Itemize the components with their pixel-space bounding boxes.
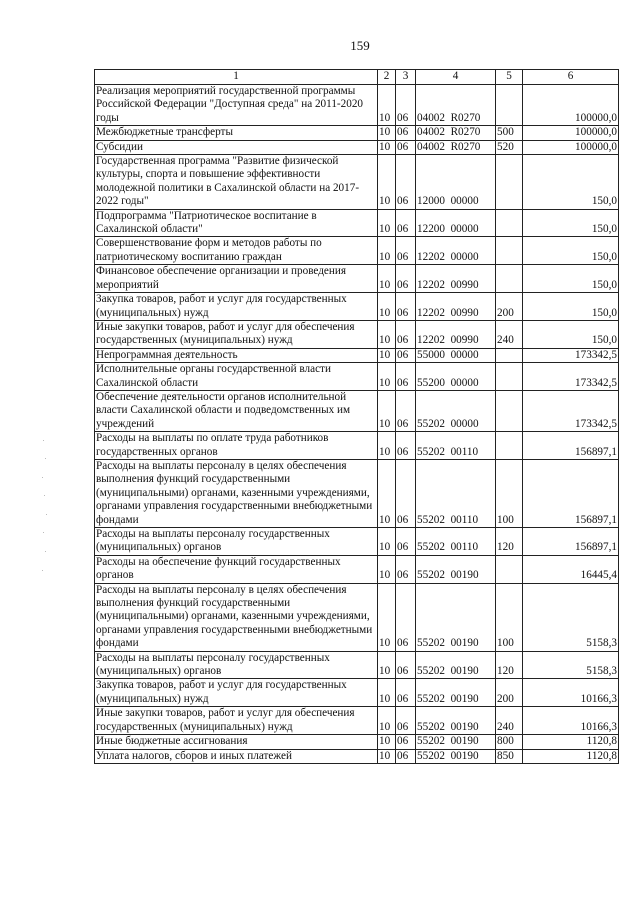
row-rz-cell: 10 <box>378 432 396 460</box>
row-vr-cell: 200 <box>496 293 523 321</box>
row-pr-cell: 06 <box>396 363 416 391</box>
header-cell: 6 <box>523 70 619 85</box>
row-pr-cell: 06 <box>396 265 416 293</box>
table-row <box>95 679 619 707</box>
row-rz-cell: 10 <box>378 459 396 527</box>
row-pr-cell: 06 <box>396 583 416 651</box>
row-name-cell: Подпрограмма "Патриотическое воспитание в Сахалинской области" <box>95 209 378 237</box>
row-pr-cell: 06 <box>396 390 416 431</box>
row-sum-cell: 100000,0 <box>523 85 619 126</box>
row-pr-cell: 06 <box>396 528 416 556</box>
row-csr-cell: 12202 00990 <box>416 293 496 321</box>
row-rz-cell: 10 <box>378 126 396 140</box>
row-vr-cell <box>496 348 523 362</box>
row-sum-cell: 1120,8 <box>523 735 619 749</box>
row-rz-cell: 10 <box>378 651 396 679</box>
table-row <box>95 140 619 154</box>
row-vr-cell <box>496 363 523 391</box>
row-sum-cell: 150,0 <box>523 209 619 237</box>
row-sum-cell: 173342,5 <box>523 348 619 362</box>
row-pr-cell: 06 <box>396 735 416 749</box>
row-csr-cell: 55202 00190 <box>416 735 496 749</box>
row-vr-cell: 520 <box>496 140 523 154</box>
row-name-cell: Уплата налогов, сборов и иных платежей <box>95 749 378 763</box>
row-sum-cell: 16445,4 <box>523 555 619 583</box>
row-csr-cell: 04002 R0270 <box>416 140 496 154</box>
row-rz-cell: 10 <box>378 707 396 735</box>
row-vr-cell <box>496 265 523 293</box>
row-vr-cell <box>496 555 523 583</box>
row-vr-cell: 240 <box>496 320 523 348</box>
table-row <box>95 265 619 293</box>
row-csr-cell: 55202 00190 <box>416 679 496 707</box>
row-sum-cell: 1120,8 <box>523 749 619 763</box>
table-row <box>95 651 619 679</box>
row-sum-cell: 156897,1 <box>523 528 619 556</box>
table-row <box>95 363 619 391</box>
row-name-cell: Исполнительные органы государственной власти Сахалинской области <box>95 363 378 391</box>
row-sum-cell: 150,0 <box>523 320 619 348</box>
table-row <box>95 320 619 348</box>
row-vr-cell: 240 <box>496 707 523 735</box>
row-vr-cell: 120 <box>496 528 523 556</box>
row-pr-cell: 06 <box>396 459 416 527</box>
scan-marks <box>42 440 48 580</box>
row-sum-cell: 150,0 <box>523 155 619 210</box>
row-name-cell: Субсидии <box>95 140 378 154</box>
header-row <box>95 70 619 85</box>
row-vr-cell <box>496 390 523 431</box>
row-sum-cell: 100000,0 <box>523 126 619 140</box>
table-body <box>95 85 619 764</box>
row-csr-cell: 12000 00000 <box>416 155 496 210</box>
row-vr-cell <box>496 237 523 265</box>
row-sum-cell: 173342,5 <box>523 390 619 431</box>
row-vr-cell: 100 <box>496 583 523 651</box>
table-row <box>95 126 619 140</box>
row-rz-cell: 10 <box>378 390 396 431</box>
row-name-cell: Иные закупки товаров, работ и услуг для обеспечения государственных (муниципальных) нужд <box>95 320 378 348</box>
row-name-cell: Иные бюджетные ассигнования <box>95 735 378 749</box>
row-name-cell: Реализация мероприятий государственной программы Российской Федерации "Доступная среда" на 2011-2020 годы <box>95 85 378 126</box>
row-csr-cell: 55000 00000 <box>416 348 496 362</box>
row-pr-cell: 06 <box>396 155 416 210</box>
table-row <box>95 209 619 237</box>
row-rz-cell: 10 <box>378 85 396 126</box>
row-csr-cell: 55202 00000 <box>416 390 496 431</box>
header-cell: 4 <box>416 70 496 85</box>
row-rz-cell: 10 <box>378 679 396 707</box>
row-csr-cell: 55202 00190 <box>416 651 496 679</box>
header-cell: 2 <box>378 70 396 85</box>
row-rz-cell: 10 <box>378 209 396 237</box>
row-rz-cell: 10 <box>378 320 396 348</box>
row-rz-cell: 10 <box>378 735 396 749</box>
row-name-cell: Государственная программа "Развитие физической культуры, спорта и повышение эффективности молодежной политики в Сахалинской области на 2017-2022 годы" <box>95 155 378 210</box>
row-sum-cell: 173342,5 <box>523 363 619 391</box>
table-row <box>95 155 619 210</box>
row-pr-cell: 06 <box>396 555 416 583</box>
row-name-cell: Расходы на выплаты персоналу в целях обеспечения выполнения функций государственными (муниципальными) органами, казенными учреждениями, органами управления государственными внебюджетными фондами <box>95 583 378 651</box>
row-csr-cell: 12200 00000 <box>416 209 496 237</box>
row-csr-cell: 55202 00190 <box>416 583 496 651</box>
row-sum-cell: 150,0 <box>523 265 619 293</box>
row-pr-cell: 06 <box>396 707 416 735</box>
row-rz-cell: 10 <box>378 293 396 321</box>
row-csr-cell: 55202 00190 <box>416 707 496 735</box>
row-csr-cell: 12202 00990 <box>416 265 496 293</box>
header-cell: 3 <box>396 70 416 85</box>
row-name-cell: Финансовое обеспечение организации и проведения мероприятий <box>95 265 378 293</box>
row-sum-cell: 100000,0 <box>523 140 619 154</box>
row-csr-cell: 55200 00000 <box>416 363 496 391</box>
row-sum-cell: 150,0 <box>523 293 619 321</box>
row-csr-cell: 55202 00190 <box>416 555 496 583</box>
page-number: 159 <box>350 38 370 53</box>
row-csr-cell: 55202 00110 <box>416 459 496 527</box>
row-vr-cell: 200 <box>496 679 523 707</box>
row-pr-cell: 06 <box>396 237 416 265</box>
row-sum-cell: 156897,1 <box>523 459 619 527</box>
row-pr-cell: 06 <box>396 651 416 679</box>
row-rz-cell: 10 <box>378 749 396 763</box>
row-name-cell: Расходы на выплаты персоналу государственных (муниципальных) органов <box>95 528 378 556</box>
row-name-cell: Межбюджетные трансферты <box>95 126 378 140</box>
row-vr-cell <box>496 209 523 237</box>
row-name-cell: Расходы на обеспечение функций государственных органов <box>95 555 378 583</box>
row-vr-cell: 850 <box>496 749 523 763</box>
row-pr-cell: 06 <box>396 432 416 460</box>
row-name-cell: Обеспечение деятельности органов исполнительной власти Сахалинской области и подведомственных им учреждений <box>95 390 378 431</box>
row-rz-cell: 10 <box>378 363 396 391</box>
table-row <box>95 555 619 583</box>
row-rz-cell: 10 <box>378 348 396 362</box>
row-vr-cell: 800 <box>496 735 523 749</box>
row-pr-cell: 06 <box>396 209 416 237</box>
row-rz-cell: 10 <box>378 140 396 154</box>
row-pr-cell: 06 <box>396 85 416 126</box>
table-row <box>95 528 619 556</box>
row-vr-cell <box>496 155 523 210</box>
row-name-cell: Расходы на выплаты персоналу в целях обеспечения выполнения функций государственными (муниципальными) органами, казенными учреждениями, органами управления государственными внебюджетными фондами <box>95 459 378 527</box>
row-vr-cell <box>496 85 523 126</box>
row-sum-cell: 5158,3 <box>523 583 619 651</box>
budget-table <box>94 69 619 764</box>
row-name-cell: Расходы на выплаты по оплате труда работников государственных органов <box>95 432 378 460</box>
row-csr-cell: 04002 R0270 <box>416 126 496 140</box>
row-rz-cell: 10 <box>378 555 396 583</box>
row-name-cell: Закупка товаров, работ и услуг для государственных (муниципальных) нужд <box>95 679 378 707</box>
row-rz-cell: 10 <box>378 237 396 265</box>
row-pr-cell: 06 <box>396 348 416 362</box>
row-pr-cell: 06 <box>396 679 416 707</box>
row-csr-cell: 04002 R0270 <box>416 85 496 126</box>
row-sum-cell: 5158,3 <box>523 651 619 679</box>
row-sum-cell: 10166,3 <box>523 679 619 707</box>
row-csr-cell: 55202 00110 <box>416 432 496 460</box>
row-rz-cell: 10 <box>378 583 396 651</box>
table-row <box>95 348 619 362</box>
table-row <box>95 432 619 460</box>
row-sum-cell: 156897,1 <box>523 432 619 460</box>
table-row <box>95 707 619 735</box>
table-row <box>95 237 619 265</box>
header-cell: 5 <box>496 70 523 85</box>
row-pr-cell: 06 <box>396 320 416 348</box>
row-csr-cell: 12202 00990 <box>416 320 496 348</box>
header-cell: 1 <box>95 70 378 85</box>
row-pr-cell: 06 <box>396 749 416 763</box>
row-name-cell: Непрограммная деятельность <box>95 348 378 362</box>
table-row <box>95 749 619 763</box>
row-pr-cell: 06 <box>396 126 416 140</box>
row-vr-cell <box>496 432 523 460</box>
table-row <box>95 735 619 749</box>
row-name-cell: Совершенствование форм и методов работы по патриотическому воспитанию граждан <box>95 237 378 265</box>
table-row <box>95 390 619 431</box>
row-rz-cell: 10 <box>378 265 396 293</box>
row-rz-cell: 10 <box>378 528 396 556</box>
row-rz-cell: 10 <box>378 155 396 210</box>
row-vr-cell: 500 <box>496 126 523 140</box>
row-csr-cell: 55202 00110 <box>416 528 496 556</box>
row-sum-cell: 150,0 <box>523 237 619 265</box>
row-name-cell: Закупка товаров, работ и услуг для государственных (муниципальных) нужд <box>95 293 378 321</box>
row-csr-cell: 55202 00190 <box>416 749 496 763</box>
table-row <box>95 293 619 321</box>
row-name-cell: Расходы на выплаты персоналу государственных (муниципальных) органов <box>95 651 378 679</box>
table-row <box>95 85 619 126</box>
row-vr-cell: 120 <box>496 651 523 679</box>
table-row <box>95 583 619 651</box>
row-vr-cell: 100 <box>496 459 523 527</box>
row-csr-cell: 12202 00000 <box>416 237 496 265</box>
table-row <box>95 459 619 527</box>
row-name-cell: Иные закупки товаров, работ и услуг для обеспечения государственных (муниципальных) нужд <box>95 707 378 735</box>
row-sum-cell: 10166,3 <box>523 707 619 735</box>
row-pr-cell: 06 <box>396 140 416 154</box>
row-pr-cell: 06 <box>396 293 416 321</box>
